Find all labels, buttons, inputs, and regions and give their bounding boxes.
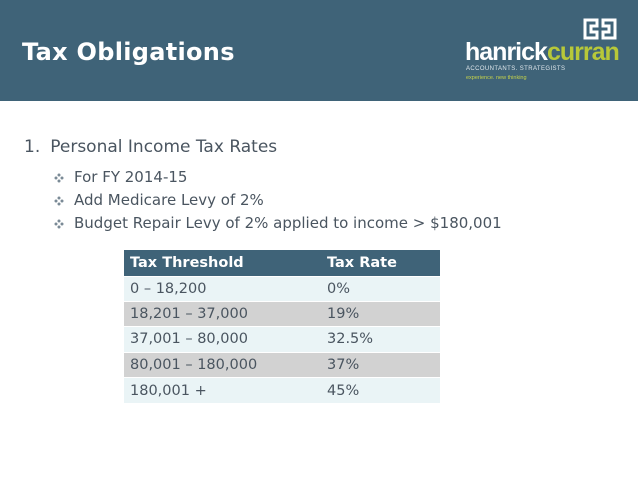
threshold-cell: 180,001 + [124, 378, 321, 403]
tax-rates-table [124, 250, 440, 403]
threshold-cell: 37,001 – 80,000 [124, 327, 321, 352]
threshold-cell: 80,001 – 180,000 [124, 352, 321, 377]
logo-word-curran: curran [546, 38, 619, 66]
rate-cell: 19% [321, 301, 440, 326]
section-heading-text: Personal Income Tax Rates [50, 137, 278, 157]
diamond-dots-bullet-icon [54, 219, 64, 229]
table-row [124, 327, 440, 352]
header-bar [0, 0, 638, 101]
table-header-row [124, 250, 440, 276]
company-logo [465, 18, 625, 93]
bullet-text: Add Medicare Levy of 2% [74, 191, 264, 209]
column-header-threshold: Tax Threshold [124, 250, 321, 276]
column-header-rate: Tax Rate [321, 250, 440, 276]
table-row [124, 276, 440, 301]
threshold-cell: 0 – 18,200 [124, 276, 321, 301]
rate-cell: 0% [321, 276, 440, 301]
section-number: 1. [24, 137, 41, 157]
rate-cell: 37% [321, 352, 440, 377]
diamond-dots-bullet-icon [54, 196, 64, 206]
section-heading [24, 137, 277, 157]
logo-slogan: experience. new thinking [466, 75, 527, 81]
hc-bracket-logo-icon [583, 18, 617, 40]
diamond-dots-bullet-icon [54, 173, 64, 183]
logo-tagline: ACCOUNTANTS. STRATEGISTS [466, 66, 566, 72]
bullet-text: Budget Repair Levy of 2% applied to income > $180,001 [74, 214, 502, 232]
logo-wordmark [465, 40, 619, 65]
table-row [124, 352, 440, 377]
rate-cell: 45% [321, 378, 440, 403]
table-row [124, 378, 440, 403]
table-row [124, 301, 440, 326]
bullet-text: For FY 2014-15 [74, 168, 188, 186]
logo-word-hanrick: hanrick [465, 38, 547, 66]
rate-cell: 32.5% [321, 327, 440, 352]
threshold-cell: 18,201 – 37,000 [124, 301, 321, 326]
slide-title: Tax Obligations [22, 38, 235, 66]
